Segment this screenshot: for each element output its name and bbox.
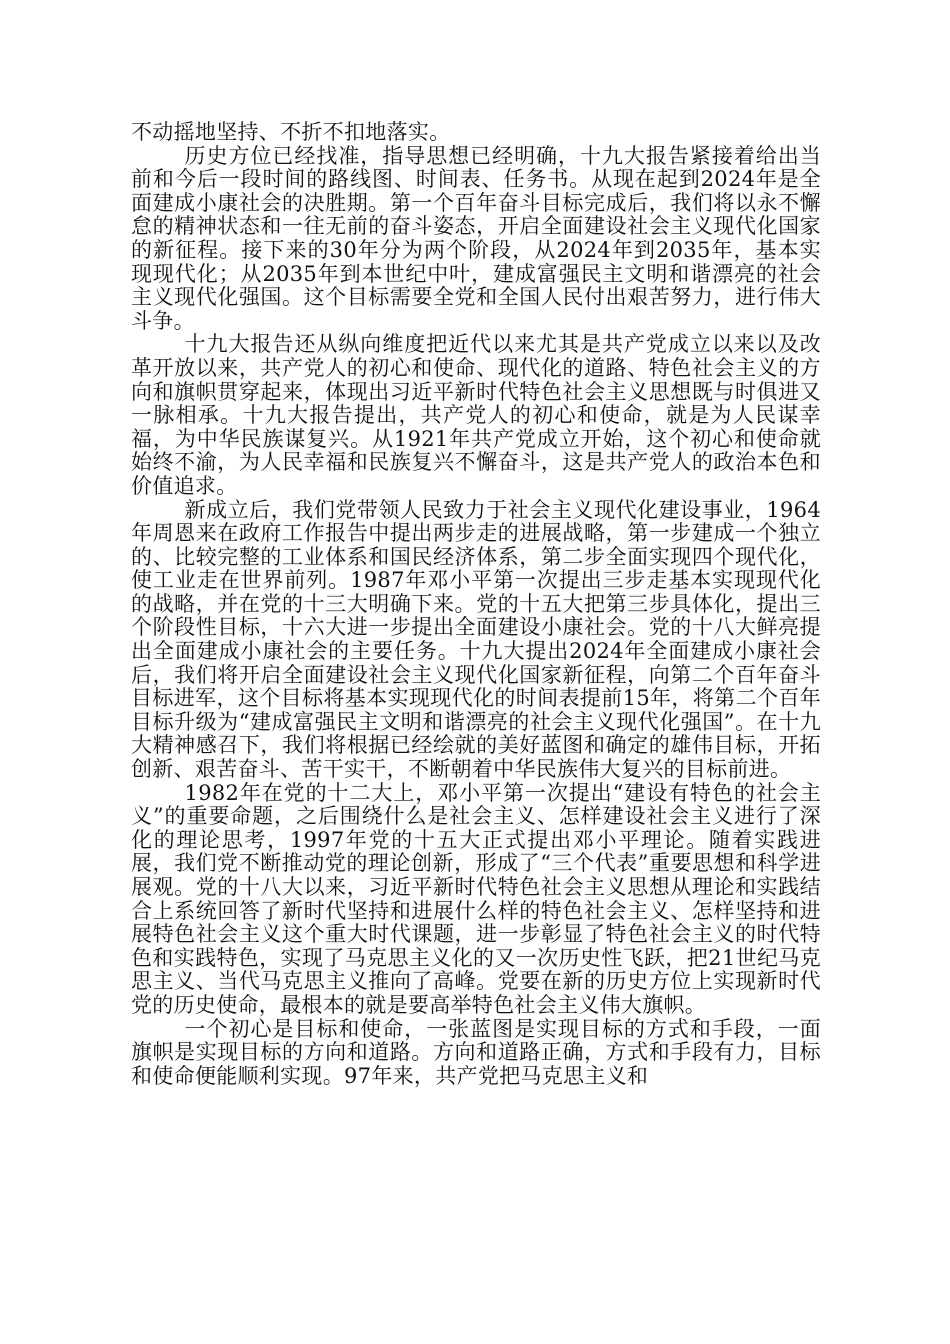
paragraph-modernization-history: 新成立后，我们党带领人民致力于社会主义现代化建设事业，1964年周恩来在政府工作报告中提出两步走的进展战略，第一步建成一个独立的、比较完整的工业体系和国民经济体系，第二步全面实现四个现代化，使工业走在世界前列。1987年邓小平第一次提出三步走基本实现现代化的战略，并在党的十三大明确下来。党的十五大把第三步具体化，提出三个阶段性目标，十六大进一步提出全面建设小康社会。党的十八大鲜亮提出全面建成小康社会的主要任务。十九大提出2024年全面建成小康社会后，我们将开启全面建设社会主义现代化国家新征程，向第二个百年奋斗目标进军，这个目标将基本实现现代化的时间表提前15年，将第二个百年目标升级为“建成富强民主文明和谐漂亮的社会主义现代化强国”。在十九大精神感召下，我们将根据已经绘就的美好蓝图和确定的雄伟目标，开拓创新、艰苦奋斗、苦干实干，不断朝着中华民族伟大复兴的目标前进。 [131, 497, 821, 782]
paragraph-theory-development: 1982年在党的十二大上，邓小平第一次提出“建设有特色的社会主义”的重要命题，之后围绕什么是社会主义、怎样建设社会主义进行了深化的理论思考，1997年党的十五大正式提出邓小平理论。随着实践进展，我们党不断推动党的理论创新，形成了“三个代表”重要思想和科学进展观。党的十八大以来，习近平新时代特色社会主义思想从理论和实践结合上系统回答了新时代坚持和进展什么样的特色社会主义、怎样坚持和进展特色社会主义这个重大时代课题，进一步彰显了特色社会主义的时代特色和实践特色，实现了马克思主义化的又一次历史性飞跃，把21世纪马克思主义、当代马克思主义推向了高峰。党要在新的历史方位上实现新时代党的历史使命，最根本的就是要高举特色社会主义伟大旗帜。 [131, 780, 821, 1017]
paragraph-blueprint-banner: 一个初心是目标和使命，一张蓝图是实现目标的方式和手段，一面旗帜是实现目标的方向和道路。方向和道路正确，方式和手段有力，目标和使命便能顺利实现。97年来，共产党把马克思主义和 [131, 1016, 821, 1088]
paragraph-roadmap: 历史方位已经找准，指导思想已经明确，十九大报告紧接着给出当前和今后一段时间的路线图、时间表、任务书。从现在起到2024年是全面建成小康社会的决胜期。第一个百年奋斗目标完成后，我们将以永不懈怠的精神状态和一往无前的奋斗姿态，开启全面建设社会主义现代化国家的新征程。接下来的30年分为两个阶段，从2024年到2035年，基本实现现代化；从2035年到本世纪中叶，建成富强民主文明和谐漂亮的社会主义现代化强国。这个目标需要全党和全国人民付出艰苦努力，进行伟大斗争。 [131, 143, 821, 333]
paragraph-original-mission: 十九大报告还从纵向维度把近代以来尤其是共产党成立以来以及改革开放以来，共产党人的初心和使命、现代化的道路、特色社会主义的方向和旗帜贯穿起来，体现出习近平新时代特色社会主义思想既与时俱进又一脉相承。十九大报告提出，共产党人的初心和使命，就是为人民谋幸福，为中华民族谋复兴。从1921年共产党成立开始，这个初心和使命就始终不渝，为人民幸福和民族复兴不懈奋斗，这是共产党人的政治本色和价值追求。 [131, 332, 821, 498]
document-body [131, 121, 821, 1088]
paragraph-continuation: 不动摇地坚持、不折不扣地落实。 [131, 120, 451, 144]
